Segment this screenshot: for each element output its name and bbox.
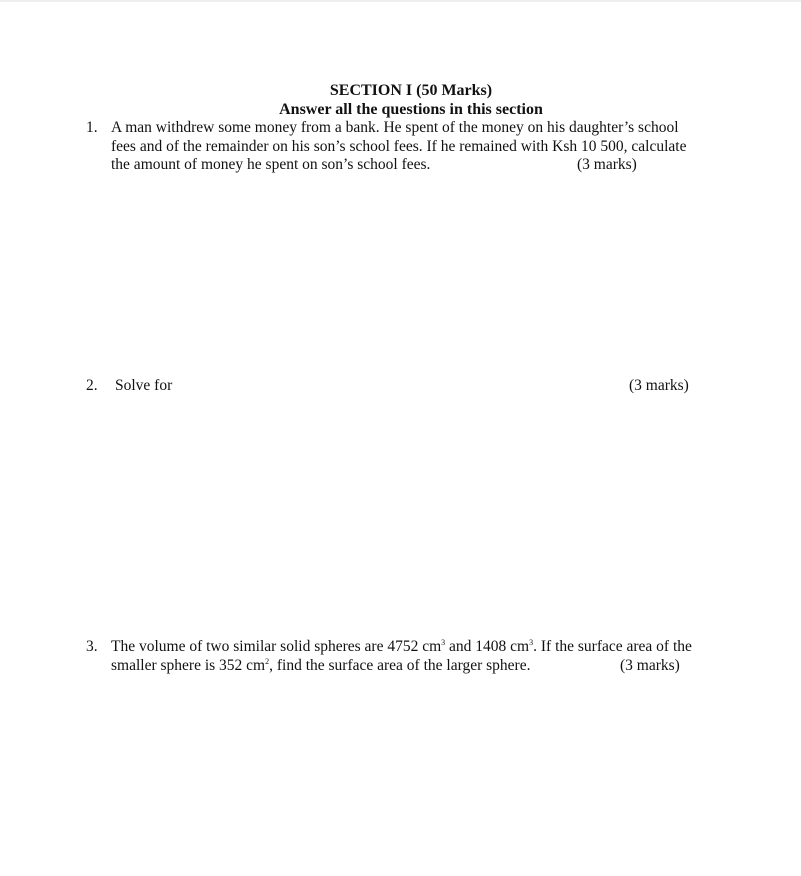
question-text-line: A man withdrew some money from a bank. He spent of the money on his daughter’s school: [111, 119, 679, 136]
question-number: 3.: [86, 638, 98, 655]
question-text-line: fees and of the remainder on his son’s school fees. If he remained with Ksh 10 500, calculate: [111, 137, 687, 155]
question-number: 2.: [86, 377, 98, 394]
section-instruction: Answer all the questions in this section: [279, 101, 543, 118]
text-segment: smaller sphere is 352 cm: [111, 656, 266, 674]
question-text-line: Solve for: [115, 377, 173, 394]
superscript: 3: [529, 637, 534, 647]
superscript: 3: [441, 637, 446, 647]
text-segment: , find the surface area of the larger sphere.: [269, 656, 531, 674]
text-segment: . If the surface area of the: [533, 638, 692, 655]
question-text-line: [111, 638, 692, 657]
page-top-edge: [0, 0, 801, 2]
question-marks: (3 marks): [577, 156, 637, 173]
text-segment: The volume of two similar solid spheres are 4752 cm: [111, 638, 442, 655]
question-number: 1.: [86, 119, 98, 136]
question-text-line: the amount of money he spent on son’s school fees.: [111, 156, 431, 173]
question-text-line: [111, 657, 530, 676]
superscript: 2: [265, 656, 270, 666]
question-marks: (3 marks): [620, 656, 680, 674]
question-marks: (3 marks): [629, 377, 689, 394]
text-segment: and 1408 cm: [445, 638, 530, 655]
section-title: SECTION I (50 Marks): [329, 82, 493, 99]
